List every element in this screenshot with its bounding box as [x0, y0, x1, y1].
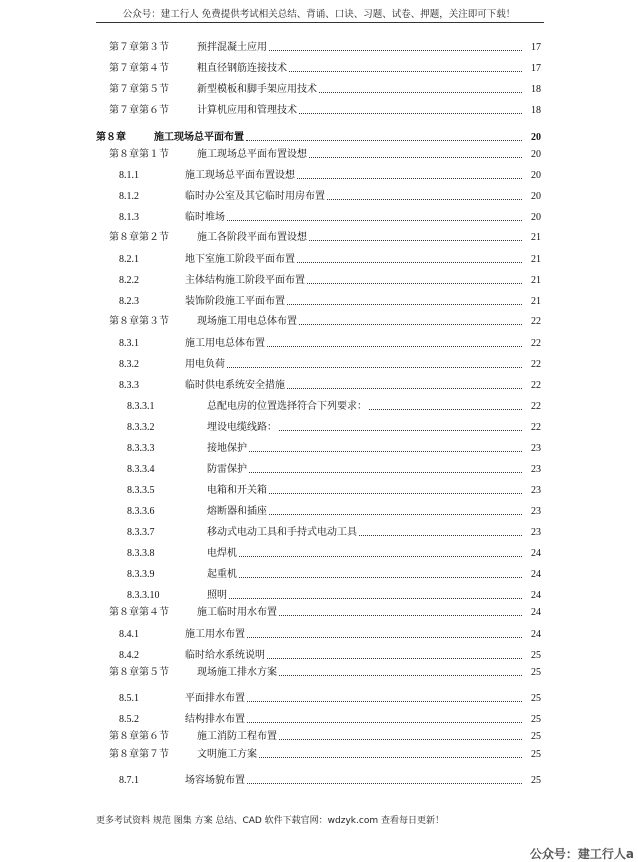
toc-entry[interactable]	[109, 745, 541, 761]
toc-leader-dots	[227, 367, 522, 368]
toc-entry-page: 25	[531, 693, 541, 704]
toc-entry-title: 平面排水布置	[185, 693, 245, 704]
toc-entry-title: 计算机应用和管理技术	[197, 105, 297, 116]
toc-entry-title: 粗直径钢筋连接技术	[197, 63, 287, 74]
toc-entry[interactable]	[109, 38, 541, 54]
toc-entry[interactable]	[127, 523, 541, 539]
watermark: 公众号：建工行人a	[529, 847, 634, 861]
toc-entry[interactable]	[127, 418, 541, 434]
toc-entry-number: 8.3.1	[119, 338, 139, 349]
toc-entry[interactable]	[109, 59, 541, 75]
toc-entry-number: 第８章	[96, 132, 126, 143]
toc-entry[interactable]	[119, 271, 541, 287]
toc-leader-dots	[249, 451, 522, 452]
toc-entry-page: 24	[531, 629, 541, 640]
toc-entry-number: 8.1.2	[119, 191, 139, 202]
toc-entry-title: 施工用水布置	[185, 629, 245, 640]
toc-entry-title: 现场施工用电总体布置	[197, 316, 297, 327]
toc-entry-title: 总配电房的位置选择符合下列要求：	[207, 401, 367, 412]
toc-entry-number: 第８章第１节	[109, 149, 169, 160]
toc-entry-title: 结构排水布置	[185, 714, 245, 725]
toc-entry-page: 18	[531, 84, 541, 95]
toc-entry-number: 8.3.3.4	[127, 464, 155, 475]
toc-entry-title: 施工消防工程布置	[197, 731, 277, 742]
toc-entry-page: 24	[531, 548, 541, 559]
toc-entry-title: 埋设电缆线路：	[207, 422, 277, 433]
toc-entry[interactable]	[109, 727, 541, 743]
toc-entry-number: 第７章第３节	[109, 42, 169, 53]
toc-leader-dots	[247, 701, 522, 702]
toc-entry-title: 新型模板和脚手架应用技术	[197, 84, 317, 95]
toc-leader-dots	[239, 577, 522, 578]
toc-entry[interactable]	[109, 663, 541, 679]
toc-entry-page: 22	[531, 316, 541, 327]
toc-entry-page: 25	[531, 667, 541, 678]
toc-entry-title: 文明施工方案	[197, 749, 257, 760]
toc-entry[interactable]	[119, 208, 541, 224]
toc-entry[interactable]	[109, 603, 541, 619]
toc-leader-dots	[247, 637, 522, 638]
toc-leader-dots	[297, 262, 522, 263]
toc-entry-number: 第８章第２节	[109, 232, 169, 243]
toc-entry-page: 21	[531, 254, 541, 265]
toc-entry[interactable]	[119, 334, 541, 350]
toc-entry-page: 20	[531, 191, 541, 202]
toc-leader-dots	[319, 92, 522, 93]
toc-leader-dots	[267, 346, 522, 347]
toc-entry-page: 24	[531, 569, 541, 580]
toc-leader-dots	[297, 178, 522, 179]
toc-entry-title: 临时给水系统说明	[185, 650, 265, 661]
toc-entry-page: 23	[531, 464, 541, 475]
toc-entry[interactable]	[109, 145, 541, 161]
toc-leader-dots	[289, 71, 522, 72]
toc-entry-number: 8.3.3.10	[127, 590, 160, 601]
toc-entry[interactable]	[127, 397, 541, 413]
toc-entry-title: 施工各阶段平面布置设想	[197, 232, 307, 243]
toc-entry-page: 22	[531, 338, 541, 349]
toc-entry-title: 照明	[207, 590, 227, 601]
toc-entry-page: 22	[531, 401, 541, 412]
toc-leader-dots	[279, 615, 522, 616]
toc-entry-page: 20	[531, 149, 541, 160]
toc-entry-number: 8.3.3.6	[127, 506, 155, 517]
toc-entry[interactable]	[127, 544, 541, 560]
toc-leader-dots	[247, 783, 522, 784]
toc-entry-number: 8.2.1	[119, 254, 139, 265]
toc-entry-number: 第７章第６节	[109, 105, 169, 116]
toc-entry-page: 23	[531, 506, 541, 517]
toc-leader-dots	[269, 514, 522, 515]
toc-entry-title: 场容场貌布置	[185, 775, 245, 786]
toc-leader-dots	[309, 240, 522, 241]
toc-leader-dots	[309, 157, 522, 158]
toc-entry-page: 22	[531, 422, 541, 433]
toc-entry-number: 8.3.3.7	[127, 527, 155, 538]
toc-leader-dots	[269, 493, 522, 494]
toc-entry-page: 25	[531, 775, 541, 786]
toc-entry-number: 8.3.3.1	[127, 401, 155, 412]
toc-leader-dots	[327, 199, 522, 200]
toc-entry-title: 施工现场总平面布置设想	[185, 170, 295, 181]
toc-entry-page: 17	[531, 42, 541, 53]
toc-leader-dots	[299, 324, 522, 325]
toc-entry[interactable]	[127, 439, 541, 455]
toc-entry-page: 25	[531, 731, 541, 742]
toc-entry-title: 主体结构施工阶段平面布置	[185, 275, 305, 286]
toc-leader-dots	[229, 598, 522, 599]
toc-entry-page: 23	[531, 527, 541, 538]
toc-entry[interactable]	[119, 355, 541, 371]
toc-entry[interactable]	[119, 710, 541, 726]
toc-entry-number: 8.5.1	[119, 693, 139, 704]
toc-leader-dots	[359, 535, 522, 536]
toc-leader-dots	[279, 739, 522, 740]
toc-entry[interactable]	[127, 460, 541, 476]
page-footer: 更多考试资料 规范 图集 方案 总结、CAD 软件下载官网：wdzyk.com 查看每日更新！	[96, 816, 444, 826]
toc-entry-title: 装饰阶段施工平面布置	[185, 296, 285, 307]
toc-leader-dots	[269, 50, 522, 51]
toc-entry-number: 8.7.1	[119, 775, 139, 786]
toc-entry-page: 18	[531, 105, 541, 116]
toc-entry-title: 防雷保护	[207, 464, 247, 475]
toc-entry-number: 8.1.3	[119, 212, 139, 223]
toc-entry-title: 临时堆场	[185, 212, 225, 223]
toc-leader-dots	[247, 722, 522, 723]
toc-entry-title: 施工现场总平面布置	[154, 132, 244, 143]
page-header: 公众号：建工行人 免费提供考试相关总结、背诵、口诀、习题、试卷、押题，关注即可下载！	[122, 9, 516, 20]
toc-entry-number: 第８章第３节	[109, 316, 169, 327]
toc-leader-dots	[279, 675, 522, 676]
toc-entry-page: 20	[531, 132, 541, 143]
toc-entry-number: 第７章第５节	[109, 84, 169, 95]
toc-entry[interactable]	[127, 565, 541, 581]
toc-entry-page: 24	[531, 607, 541, 618]
toc-entry-number: 8.3.3.5	[127, 485, 155, 496]
toc-entry-page: 25	[531, 650, 541, 661]
toc-entry-page: 24	[531, 590, 541, 601]
toc-entry-number: 8.3.3.2	[127, 422, 155, 433]
toc-entry-title: 熔断器和插座	[207, 506, 267, 517]
toc-entry-number: 8.3.3.8	[127, 548, 155, 559]
toc-entry-title: 施工用电总体布置	[185, 338, 265, 349]
toc-entry-number: 第８章第７节	[109, 749, 169, 760]
toc-entry[interactable]	[109, 101, 541, 117]
toc-entry-page: 22	[531, 380, 541, 391]
toc-entry-title: 施工现场总平面布置设想	[197, 149, 307, 160]
toc-leader-dots	[249, 472, 522, 473]
toc-entry[interactable]	[119, 625, 541, 641]
toc-entry-number: 第８章第４节	[109, 607, 169, 618]
toc-entry-page: 21	[531, 275, 541, 286]
toc-entry[interactable]	[109, 80, 541, 96]
toc-entry[interactable]	[96, 128, 541, 144]
toc-entry-number: 8.5.2	[119, 714, 139, 725]
toc-entry[interactable]	[127, 502, 541, 518]
toc-entry[interactable]	[119, 689, 541, 705]
toc-entry[interactable]	[127, 481, 541, 497]
toc-leader-dots	[279, 430, 522, 431]
toc-entry-number: 8.3.2	[119, 359, 139, 370]
toc-entry-number: 8.3.3	[119, 380, 139, 391]
toc-leader-dots	[287, 388, 522, 389]
toc-entry-page: 20	[531, 170, 541, 181]
toc-entry-title: 电焊机	[207, 548, 237, 559]
toc-leader-dots	[307, 283, 522, 284]
toc-entry[interactable]	[119, 166, 541, 182]
toc-entry-title: 施工临时用水布置	[197, 607, 277, 618]
toc-leader-dots	[239, 556, 522, 557]
toc-entry-number: 8.4.1	[119, 629, 139, 640]
toc-entry-title: 临时供电系统安全措施	[185, 380, 285, 391]
toc-entry-title: 移动式电动工具和手持式电动工具	[207, 527, 357, 538]
toc-entry-number: 第８章第５节	[109, 667, 169, 678]
toc-entry[interactable]	[119, 376, 541, 392]
toc-entry-number: 第７章第４节	[109, 63, 169, 74]
toc-leader-dots	[267, 658, 522, 659]
toc-entry[interactable]	[119, 292, 541, 308]
toc-leader-dots	[299, 113, 522, 114]
toc-entry-page: 17	[531, 63, 541, 74]
toc-entry-title: 临时办公室及其它临时用房布置	[185, 191, 325, 202]
toc-entry[interactable]	[119, 646, 541, 662]
toc-entry-title: 现场施工排水方案	[197, 667, 277, 678]
toc-entry-page: 25	[531, 714, 541, 725]
toc-entry-page: 23	[531, 443, 541, 454]
toc-entry[interactable]	[119, 771, 541, 787]
toc-entry-number: 8.3.3.3	[127, 443, 155, 454]
toc-entry[interactable]	[109, 228, 541, 244]
toc-entry-title: 电箱和开关箱	[207, 485, 267, 496]
toc-entry[interactable]	[119, 187, 541, 203]
toc-entry-page: 21	[531, 232, 541, 243]
toc-entry[interactable]	[127, 586, 541, 602]
toc-leader-dots	[287, 304, 522, 305]
toc-entry-title: 地下室施工阶段平面布置	[185, 254, 295, 265]
toc-entry-title: 起重机	[207, 569, 237, 580]
toc-entry-page: 23	[531, 485, 541, 496]
toc-entry-page: 21	[531, 296, 541, 307]
toc-entry-title: 预拌混凝土应用	[197, 42, 267, 53]
toc-leader-dots	[227, 220, 522, 221]
toc-entry[interactable]	[119, 250, 541, 266]
toc-entry-page: 25	[531, 749, 541, 760]
toc-entry-number: 8.4.2	[119, 650, 139, 661]
toc-leader-dots	[246, 140, 522, 141]
toc-entry-title: 接地保护	[207, 443, 247, 454]
toc-entry-number: 8.2.3	[119, 296, 139, 307]
toc-entry-page: 22	[531, 359, 541, 370]
toc-entry-page: 20	[531, 212, 541, 223]
toc-entry-title: 用电负荷	[185, 359, 225, 370]
toc-entry-number: 第８章第６节	[109, 731, 169, 742]
toc-leader-dots	[259, 757, 522, 758]
toc-entry-number: 8.3.3.9	[127, 569, 155, 580]
toc-entry-number: 8.2.2	[119, 275, 139, 286]
toc-leader-dots	[369, 409, 522, 410]
toc-entry[interactable]	[109, 312, 541, 328]
toc-entry-number: 8.1.1	[119, 170, 139, 181]
